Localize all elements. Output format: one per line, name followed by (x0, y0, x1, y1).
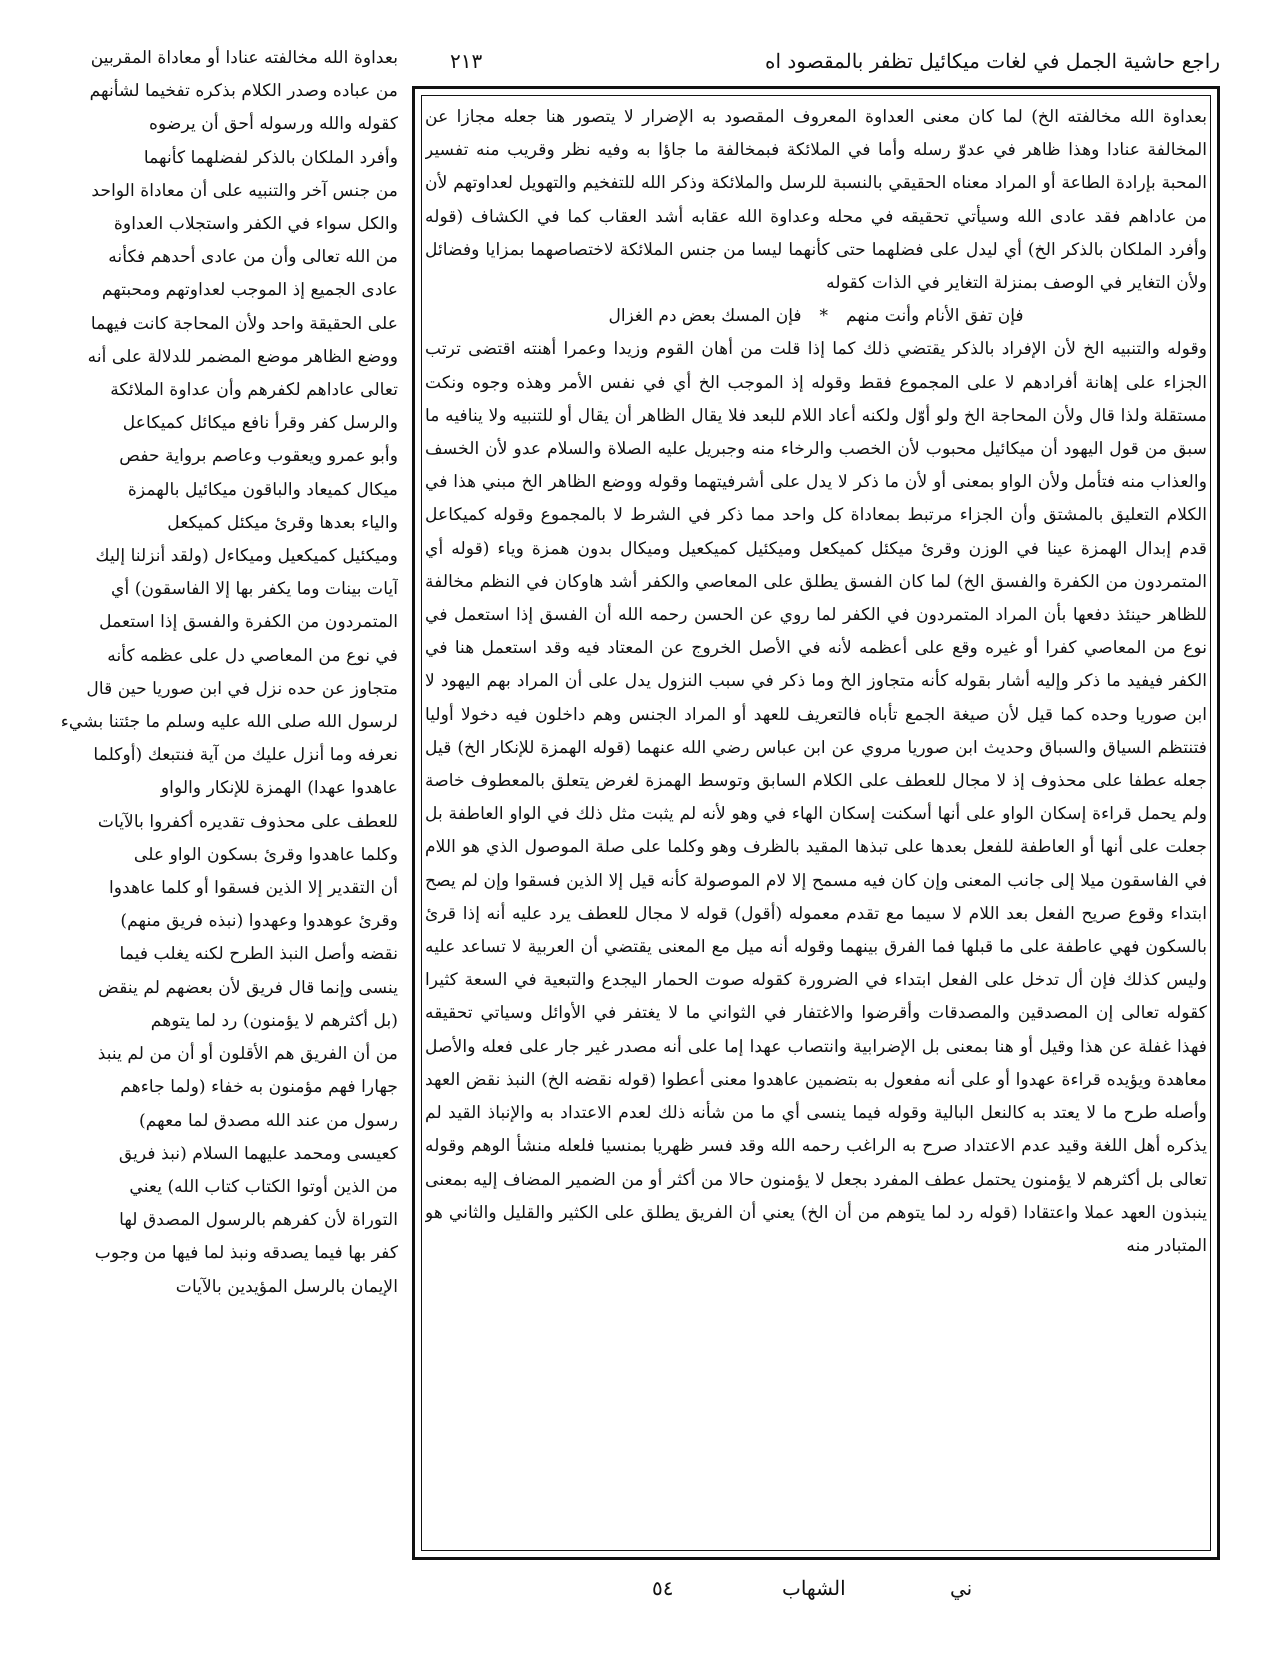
footer-mark: ني (950, 1576, 973, 1600)
verse-hemistich-first: فإن تفق الأنام وأنت منهم (846, 306, 1024, 327)
margin-line: تعالى عاداهم لكفرهم وأن عداوة الملائكة (110, 380, 398, 401)
verse-line (425, 300, 1207, 333)
margin-line: كعيسى ومحمد عليهما السلام (نبذ فريق (118, 1143, 398, 1164)
margin-line: من عباده وصدر الكلام بذكره تفخيما لشأنهم (89, 81, 398, 102)
margin-line: رسول من عند الله مصدق لما معهم) (139, 1110, 398, 1131)
margin-line: نقضه وأصل النبذ الطرح لكنه يغلب فيما (119, 944, 398, 965)
margin-line: والياء بعدها وقرئ ميكئل كميكعل (167, 512, 398, 533)
page-number: ٢١٣ (450, 49, 483, 73)
margin-line: وأبو عمرو ويعقوب وعاصم برواية حفص (119, 446, 398, 467)
margin-line: من أن الفريق هم الأقلون أو أن من لم ينبذ (97, 1044, 398, 1065)
margin-line: كفر بها فيما يصدقه ونبذ لما فيها من وجوب (94, 1243, 398, 1264)
margin-line: للعطف على محذوف تقديره أكفروا بالآيات (97, 811, 398, 832)
margin-line: في نوع من المعاصي دل على عظمه كأنه (107, 645, 398, 666)
margin-line: من الذين أوتوا الكتاب كتاب الله) يعني (129, 1176, 398, 1197)
catchword: الشهاب (782, 1576, 846, 1600)
page-header (420, 44, 1220, 78)
margin-line: (بل أكثرهم لا يؤمنون) رد لما يتوهم (150, 1010, 398, 1031)
margin-line: ينسى وإنما قال فريق لأن بعضهم لم ينقض (98, 977, 398, 998)
verse-separator: * (819, 306, 829, 327)
margin-line: نعرفه وما أنزل عليك من آية فنتبعك (أوكلما (93, 745, 398, 766)
margin-line: ميكال كميعاد والباقون ميكائيل بالهمزة (127, 479, 398, 500)
margin-line: وميكئيل كميكعيل وميكاءل (ولقد أنزلنا إليك (95, 546, 398, 567)
margin-line: عادى الجميع إذ الموجب لعداوتهم ومحبتهم (101, 280, 398, 301)
margin-line: المتمردون من الكفرة والفسق إذا استعمل (99, 612, 398, 633)
margin-line: الإيمان بالرسل المؤيدين بالآيات (175, 1276, 398, 1297)
margin-line: التوراة لأن كفرهم بالرسول المصدق لها (119, 1210, 398, 1231)
commentary-text (425, 101, 1207, 1547)
header-note: راجع حاشية الجمل في لغات ميكائيل تظفر بالمقصود اه (764, 49, 1220, 73)
margin-column (18, 42, 398, 1442)
margin-line: والكل سواء في الكفر واستجلاب العداوة (113, 214, 398, 235)
commentary-frame (412, 86, 1220, 1560)
margin-line: جهارا فهم مؤمنون به خفاء (ولما جاءهم (120, 1077, 398, 1098)
margin-line: لرسول الله صلى الله عليه وسلم ما جئتنا بشيء (60, 712, 398, 733)
margin-line: أن التقدير إلا الذين فسقوا أو كلما عاهدوا (109, 878, 398, 899)
margin-line: وأفرد الملكان بالذكر لفضلهما كأنهما (143, 147, 398, 168)
margin-line: كقوله والله ورسوله أحق أن يرضوه (149, 114, 398, 135)
commentary-paragraph: بعداوة الله مخالفته الخ) لما كان معنى العداوة المعروف المقصود به الإضرار لا يتصور هنا جعله مجازا عن المخالفة عنادا وهذا ظاهر في عدوّ رسله وأما في الملائكة فبمخالفة ما جاؤا به وفيه نظر وقريب منه تفسير المحبة بإرادة الطاعة أو المراد معناه الحقيقي بالنسبة للرسل والملائكة وذكر الله للتفخيم والتهويل لعداوتهم لأن من عاداهم فقد عادى الله وسيأتي تحقيقه في محله وعداوة الله عقابه أشد العقاب كما في الكشاف (قوله وأفرد الملكان بالذكر الخ) أي ليدل على فضلهما حتى كأنهما ليسا من جنس الملائكة لاختصاصهما بمزايا وفضائل ولأن التغاير في الوصف بمنزلة التغاير في الذات كقوله (425, 107, 1207, 294)
margin-line: من جنس آخر والتنبيه على أن معاداة الواحد (91, 180, 398, 201)
margin-line: وقرئ عوهدوا وعهدوا (نبذه فريق منهم) (120, 911, 398, 932)
margin-line: عاهدوا عهدا) الهمزة للإنكار والواو (160, 778, 398, 799)
margin-line: من الله تعالى وأن من عادى أحدهم فكأنه (108, 247, 398, 268)
margin-line: وكلما عاهدوا وقرئ بسكون الواو على (133, 844, 398, 865)
margin-line: ووضع الظاهر موضع المضمر للدلالة على أنه (87, 346, 398, 367)
commentary-paragraph: وقوله والتنبيه الخ لأن الإفراد بالذكر يقتضي ذلك كما إذا قلت من أهان القوم وزيدا وعمرا أهنته اقتضى ترتب الجزاء على إهانة أفرادهم لا على المجموع فقط وقوله إذ الموجب الخ أي في نفس الأمر وهذه وجوه ونكت مستقلة ولذا قال ولأن المحاجة الخ ولو أوّل ولكنه أعاد اللام للبعد فلا يقال الظاهر أن يقال أو للتنبيه ولا ينافيه ما سبق من قول اليهود أن ميكائيل محبوب لأن الخصب والرخاء منه وجبريل عليه الصلاة والسلام عدو لأن الخسف والعذاب منه فتأمل ولأن الواو بمعنى أو لأن ما ذكر لا يدل على أشرفيتهما وقوله ووضع الظاهر الخ مبني هذا في الكلام التعليق بالمشتق وأن الجزاء مرتبط بمعاداة كل واحد مما ذكر في الشرط لا بالمجموع وقوله كميكاعل قدم إبدال الهمزة عينا في الوزن وقرئ ميكئل كميكعل وميكئيل كميكعيل وميكال بدون همزة وياء (قوله أي المتمردون من الكفرة والفسق الخ) لما كان الفسق يطلق على المعاصي والكفر أشد هاوكان في النظم مخالفة للظاهر حينئذ دفعها بأن المراد المتمردون في الكفر لما روي عن الحسن رحمه الله أن الفسق إذا استعمل في نوع من المعاصي كفرا أو غيره وقع على أعظمه لأنه في الأصل الخروج عن المعتاد فيه وقد استعمل هنا في الكفر فيفيد ما ذكر وإليه أشار بقوله كأنه متجاوز الخ وما ذكر في سبب النزول يدل على أن المراد بهم اليهود لا ابن صوريا وحده كما قيل لأن صيغة الجمع تأباه فالتعريف للعهد أو المراد الجنس وهم داخلون فيه دخولا أوليا فتنتظم السياق والسباق وحديث ابن صوريا مروي عن ابن عباس رضي الله عنهما (قوله الهمزة للإنكار الخ) قيل جعله عطفا على محذوف إذ لا مجال للعطف على الكلام السابق وتوسط الهمزة لغرض يتعلق بالمعطوف خاصة ولم يحمل قراءة إسكان الواو على أنها أسكنت إسكان الهاء في وهو لأنه لم يثبت مثل ذلك في الواو العاطفة بل جعلت على أنها أو العاطفة للفعل بعدها على تبذها المقيد بالظرف وهو وكلما على صلة الموصول الذي هو اللام في الفاسقون ميلا إلى جانب المعنى وإن كان فيه مسمح إلا لام الموصولة كأنه قيل إلا الذين فسقوا وإن لم يصح ابتداء وقوع صريح الفعل بعد اللام لا سيما مع تقدم معموله (أقول) قوله لا مجال للعطف يرد عليه أنه إذا قرئ بالسكون فهي عاطفة على ما قبلها فما الفرق بينهما وقوله أنه ميل مع المعنى يقتضي أن العربية لا تساعد عليه وليس كذلك فإن أل تدخل على الفعل ابتداء في الضرورة كقوله صوت الحمار اليجدع والتبعية في السعة كثيرا كقوله تعالى إن المصدقين والمصدقات وأقرضوا والاغتفار في الثواني ما لا يغتفر في الأوائل وسياتي تحقيقه فهذا غفلة عن هذا وقيل أو هنا بمعنى بل الإضرابية وانتصاب عهدا إما على أنه مصدر غير جار على فعله والأصل معاهدة ويؤيده قراءة عهدوا أو على أنه مفعول به بتضمين عاهدوا معنى أعطوا (قوله نقضه الخ) النبذ نقض العهد وأصله طرح ما لا يعتد به كالنعل البالية وقوله فيما ينسى أي ما من شأنه ذلك لعدم الاعتداد به والإنباذ القيد لم يذكره أهل اللغة وقيد عدم الاعتداد صرح به الراغب رحمه الله وقد فسر ظهريا بمنسيا فلعله منشأ الوهم وقوله تعالى بل أكثرهم لا يؤمنون يحتمل عطف المفرد بجعل لا يؤمنون حالا من أكثر أو من الضمير المضاف إليه بمعنى ينبذون العهد عملا واعتقادا (قوله رد لما يتوهم من أن الخ) يعني أن الفريق يطلق على الكثير والقليل والثاني هو المتبادر منه (425, 339, 1207, 1256)
margin-line: آيات بينات وما يكفر بها إلا الفاسقون) أي (111, 579, 398, 600)
margin-line: بعداوة الله مخالفته عنادا أو معاداة المقربين (90, 48, 398, 68)
verse-hemistich-second: فإن المسك بعض دم الغزال (608, 306, 802, 327)
margin-line: والرسل كفر وقرأ نافع ميكائل كميكاعل (122, 413, 398, 434)
margin-line: متجاوز عن حده نزل في ابن صوريا حين قال (86, 678, 398, 699)
page-footer (412, 1568, 1220, 1608)
signature-number: ٥٤ (652, 1576, 674, 1600)
margin-line: على الحقيقة واحد ولأن المحاجة كانت فيهما (90, 313, 398, 334)
